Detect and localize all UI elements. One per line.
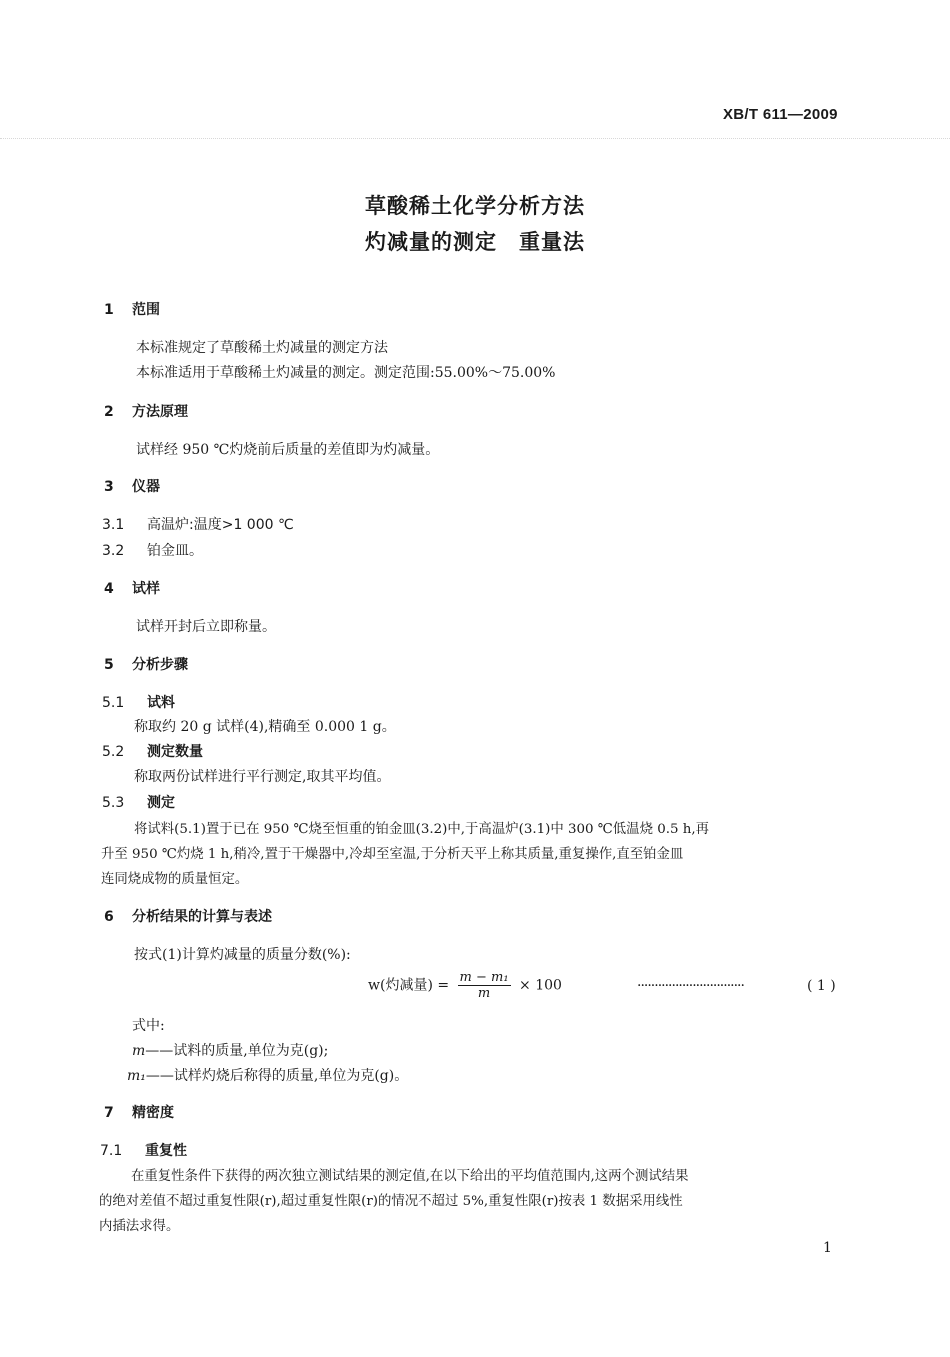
document-title-line1: 草酸稀土化学分析方法 — [365, 194, 585, 218]
section-7-1-line-2: 的绝对差值不超过重复性限(r),超过重复性限(r)的情况不超过 5%,重复性限(r)按表 1 数据采用线性 — [99, 1194, 683, 1209]
formula-variable-m: m——试料的质量,单位为克(g); — [132, 1043, 329, 1059]
formula-fraction — [458, 970, 511, 1001]
formula-denominator: m — [477, 986, 491, 1001]
section-1-paragraph-1: 本标准规定了草酸稀土灼减量的测定方法 — [136, 340, 388, 356]
section-4-paragraph: 试样开封后立即称量。 — [136, 619, 276, 635]
section-3-heading: 3 仪器 — [104, 479, 160, 495]
standard-code: XB/T 611—2009 — [723, 106, 838, 123]
section-2-heading: 2 方法原理 — [104, 404, 188, 420]
section-3-1-item: 3.1 高温炉:温度>1 000 ℃ — [102, 517, 294, 533]
formula-variable-m1: m₁——试样灼烧后称得的质量,单位为克(g)。 — [127, 1068, 409, 1084]
section-5-1-text: 称取约 20 g 试样(4),精确至 0.000 1 g。 — [134, 719, 396, 735]
section-5-2-heading: 5.2 测定数量 — [102, 744, 203, 760]
formula-where-label: 式中: — [132, 1018, 165, 1034]
section-1-heading: 1 范围 — [104, 302, 160, 318]
section-1-paragraph-2: 本标准适用于草酸稀土灼减量的测定。测定范围:55.00%～75.00% — [136, 365, 556, 381]
section-5-2-text: 称取两份试样进行平行测定,取其平均值。 — [134, 769, 391, 785]
formula-lhs: w(灼减量) = — [368, 977, 450, 994]
page-number: 1 — [823, 1240, 832, 1256]
formula-rhs: × 100 — [519, 977, 562, 994]
section-2-paragraph: 试样经 950 ℃灼烧前后质量的差值即为灼减量。 — [136, 442, 440, 458]
section-7-1-line-1: 在重复性条件下获得的两次独立测试结果的测定值,在以下给出的平均值范围内,这两个测试结果 — [131, 1169, 689, 1184]
formula-equation-number: ( 1 ) — [807, 978, 836, 994]
section-7-1-line-3: 内插法求得。 — [99, 1219, 180, 1234]
section-5-3-heading: 5.3 测定 — [102, 795, 175, 811]
section-5-heading: 5 分析步骤 — [104, 657, 188, 673]
section-4-heading: 4 试样 — [104, 581, 160, 597]
section-7-1-heading: 7.1 重复性 — [100, 1143, 187, 1159]
formula-1 — [368, 970, 562, 1001]
formula-leader-dots: ······························· — [637, 978, 744, 994]
section-5-3-line-3: 连同烧成物的质量恒定。 — [101, 872, 249, 887]
scan-artifact-line — [0, 138, 950, 140]
section-5-3-line-1: 将试料(5.1)置于已在 950 ℃烧至恒重的铂金皿(3.2)中,于高温炉(3.1)中 300 ℃低温烧 0.5 h,再 — [134, 822, 710, 837]
formula-numerator: m − m₁ — [459, 970, 509, 985]
section-6-intro: 按式(1)计算灼减量的质量分数(%): — [134, 947, 351, 963]
section-7-heading: 7 精密度 — [104, 1105, 174, 1121]
document-title-line2: 灼减量的测定 重量法 — [365, 230, 585, 254]
section-3-2-item: 3.2 铂金皿。 — [102, 543, 203, 559]
section-5-1-heading: 5.1 试料 — [102, 695, 175, 711]
section-5-3-line-2: 升至 950 ℃灼烧 1 h,稍冷,置于干燥器中,冷却至室温,于分析天平上称其质量,重复操作,直至铂金皿 — [101, 847, 684, 862]
section-6-heading: 6 分析结果的计算与表述 — [104, 909, 272, 925]
